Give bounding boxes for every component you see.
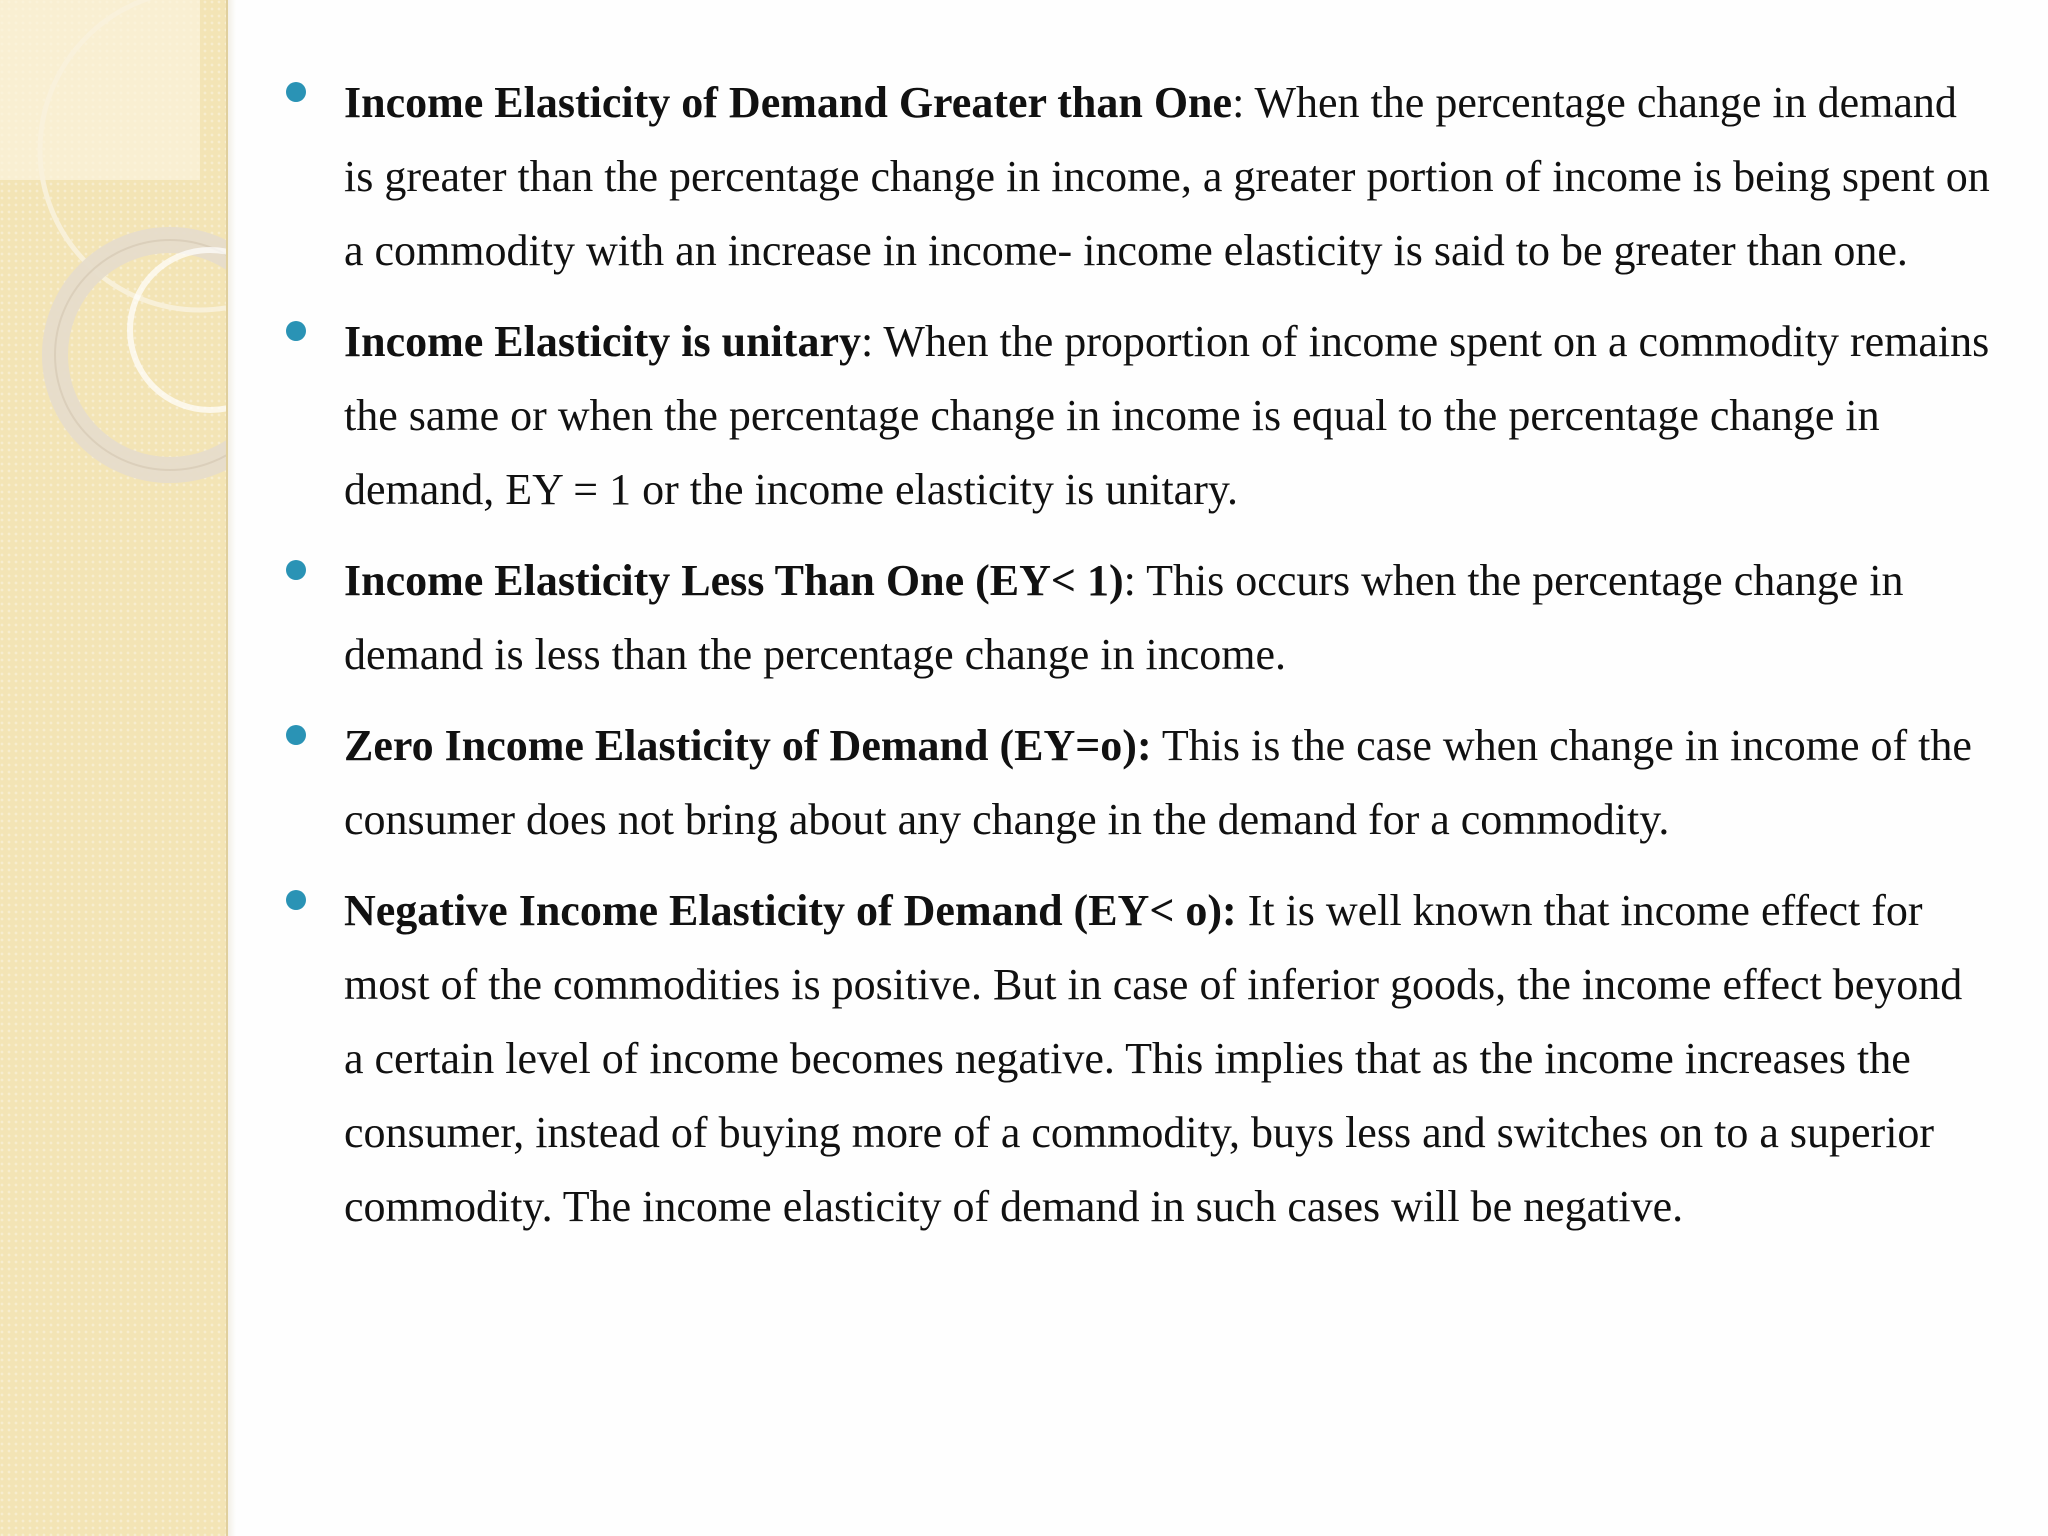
side-panel-shadow <box>226 0 236 1536</box>
bullet-body: When the proportion of income spent on a commodity remains the same or when the percentage change in income is equal to the percentage change in demand, EY = 1 or the income elasticity is unitary. <box>344 317 1990 514</box>
bullet-body: When the percentage change in demand is greater than the percentage change in income, a greater portion of income is being spent on a commodity with an increase in income- income elasticity is said to be greater than one. <box>344 78 1990 275</box>
bullet-icon <box>286 82 306 102</box>
bullet-title: Income Elasticity is unitary <box>344 317 861 366</box>
bullet-title: Zero Income Elasticity of Demand (EY=o): <box>344 721 1152 770</box>
list-item <box>282 874 1992 1244</box>
bullet-text <box>344 709 1992 857</box>
bullet-title: Income Elasticity Less Than One (EY< 1) <box>344 556 1124 605</box>
decorative-rings-graphic <box>0 0 226 520</box>
bullet-title: Income Elasticity of Demand Greater than One <box>344 78 1233 127</box>
bullet-icon <box>286 560 306 580</box>
list-item <box>282 544 1992 692</box>
bullet-text <box>344 874 1992 1244</box>
bullet-text <box>344 305 1992 527</box>
bullet-text <box>344 544 1992 692</box>
bullet-separator: : <box>1123 556 1136 605</box>
bullet-separator: : <box>860 317 874 366</box>
bullet-icon <box>286 725 306 745</box>
bullet-icon <box>286 890 306 910</box>
bullet-body: This occurs when the percentage change in demand is less than the percentage change in income. <box>344 556 1904 679</box>
decorative-side-panel <box>0 0 228 1536</box>
list-item <box>282 305 1992 527</box>
bullet-body: It is well known that income effect for most of the commodities is positive. But in case of inferior goods, the income effect beyond a certain level of income becomes negative. This implies that as the income increases the consumer, instead of buying more of a commodity, buys less and switches on to a superior commodity. The income elasticity of demand in such cases will be negative. <box>344 886 1963 1231</box>
bullet-title: Negative Income Elasticity of Demand (EY< o): <box>344 886 1237 935</box>
list-item <box>282 709 1992 857</box>
bullet-body: This is the case when change in income of the consumer does not bring about any change in the demand for a commodity. <box>344 721 1972 844</box>
bullet-separator: : <box>1232 78 1245 127</box>
bullet-text <box>344 66 1992 288</box>
bullet-list <box>282 66 1992 1261</box>
bullet-icon <box>286 321 306 341</box>
list-item <box>282 66 1992 288</box>
